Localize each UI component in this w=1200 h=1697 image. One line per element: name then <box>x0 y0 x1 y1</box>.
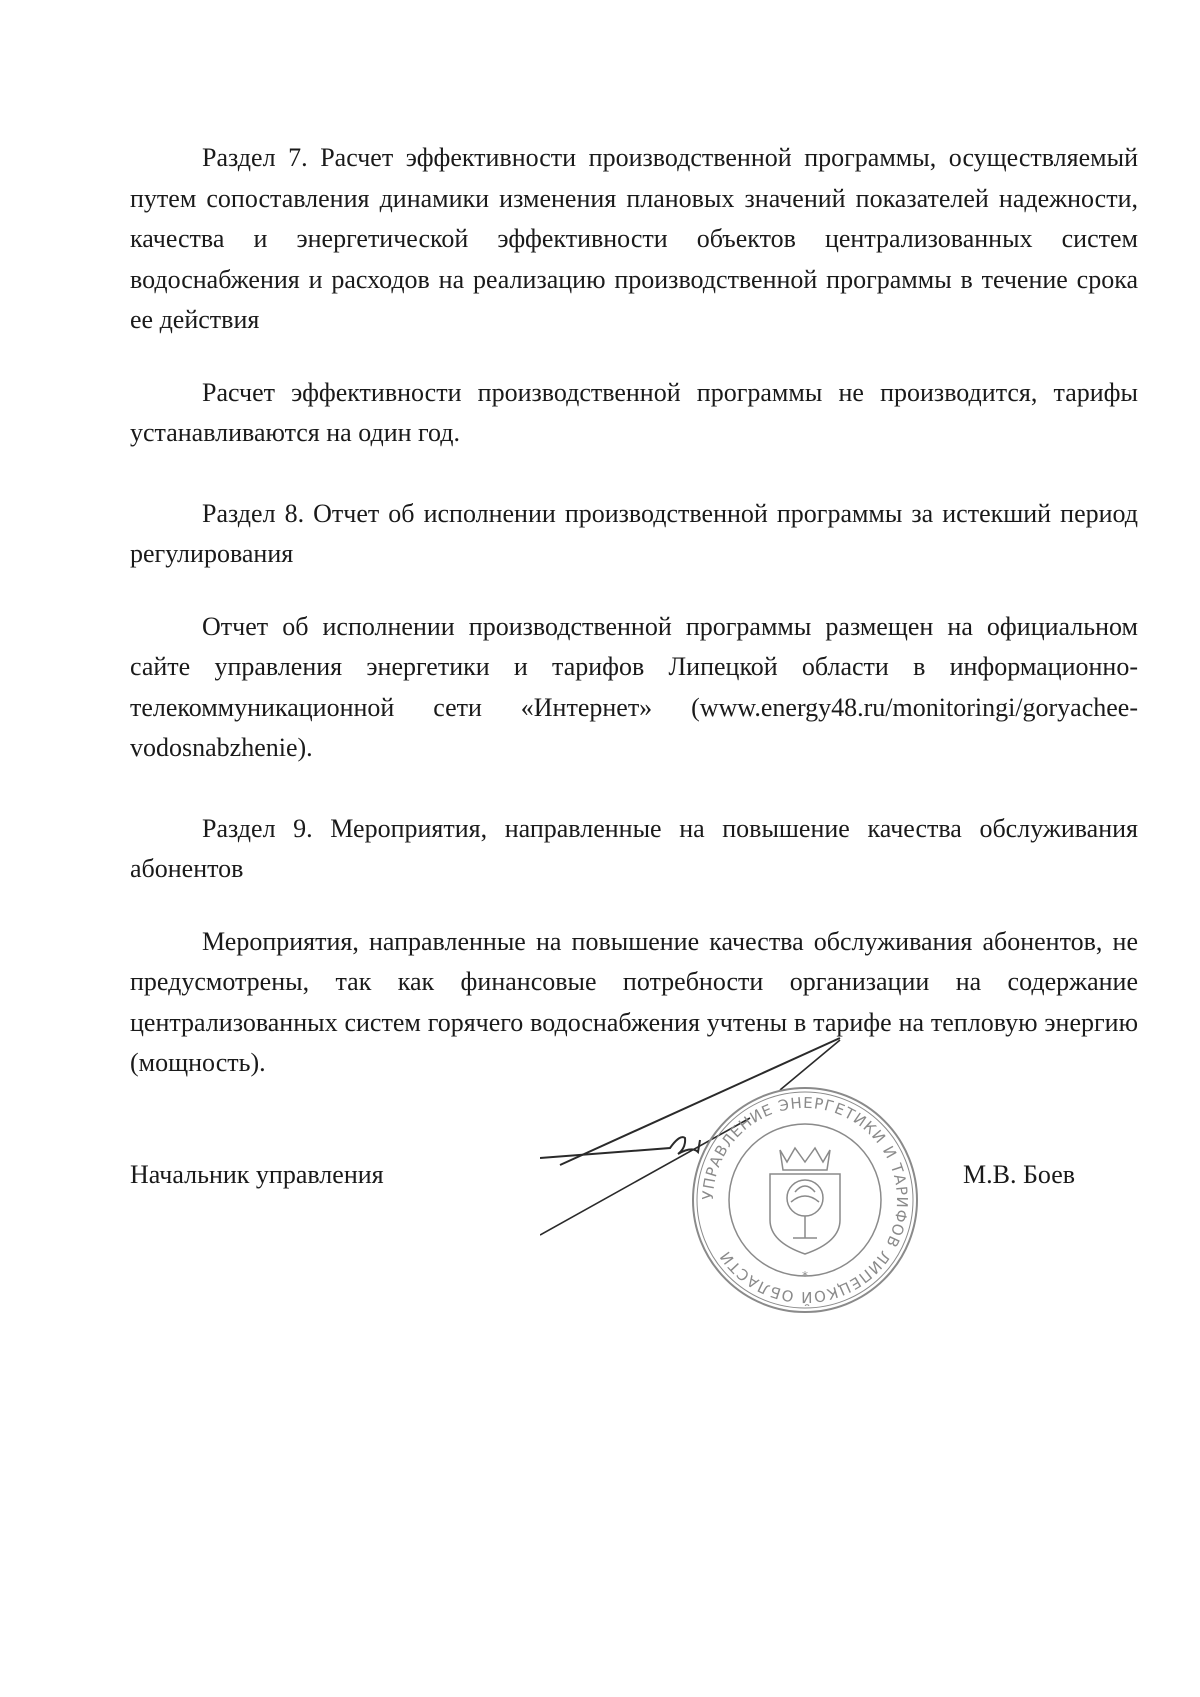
coat-of-arms-icon <box>770 1148 840 1254</box>
signatory-name: М.В. Боев <box>963 1160 1076 1189</box>
seal-ring-text: УПРАВЛЕНИЕ ЭНЕРГЕТИКИ И ТАРИФОВ ЛИПЕЦКОЙ ОБЛАСТИ <box>698 1093 912 1307</box>
section-8-body: Отчет об исполнении производственной программы размещен на официальном сайте управления энергетики и тарифов Липецкой области в информационно-телекоммуникационной сети «Интернет» (www.energy48.ru/monitoringi/goryachee-vodosnabzhenie). <box>130 611 1138 762</box>
section-8-heading: Раздел 8. Отчет об исполнении производственной программы за истекший период регулирования <box>130 498 1138 568</box>
seal-star-icon: * <box>802 1269 808 1283</box>
section-7-heading: Раздел 7. Расчет эффективности производственной программы, осуществляемый путем сопоставления динамики изменения плановых значений показателей надежности, качества и энергетической эффективности объектов централизованных систем водоснабжения и расходов на реализацию производственной программы в течение срока ее действия <box>130 143 1138 334</box>
section-9-heading: Раздел 9. Мероприятия, направленные на повышение качества обслуживания абонентов <box>130 813 1138 883</box>
section-7-body: Расчет эффективности производственной программы не производится, тарифы устанавливаются на один год. <box>130 377 1138 447</box>
official-seal <box>685 1080 925 1320</box>
signatory-position: Начальник управления <box>130 1160 384 1189</box>
document-body <box>130 138 1138 1084</box>
section-9-body: Мероприятия, направленные на повышение качества обслуживания абонентов, не предусмотрены, так как финансовые потребности организации на содержание централизованных систем горячего водоснабжения учтены в тарифе на тепловую энергию (мощность). <box>130 926 1138 1077</box>
